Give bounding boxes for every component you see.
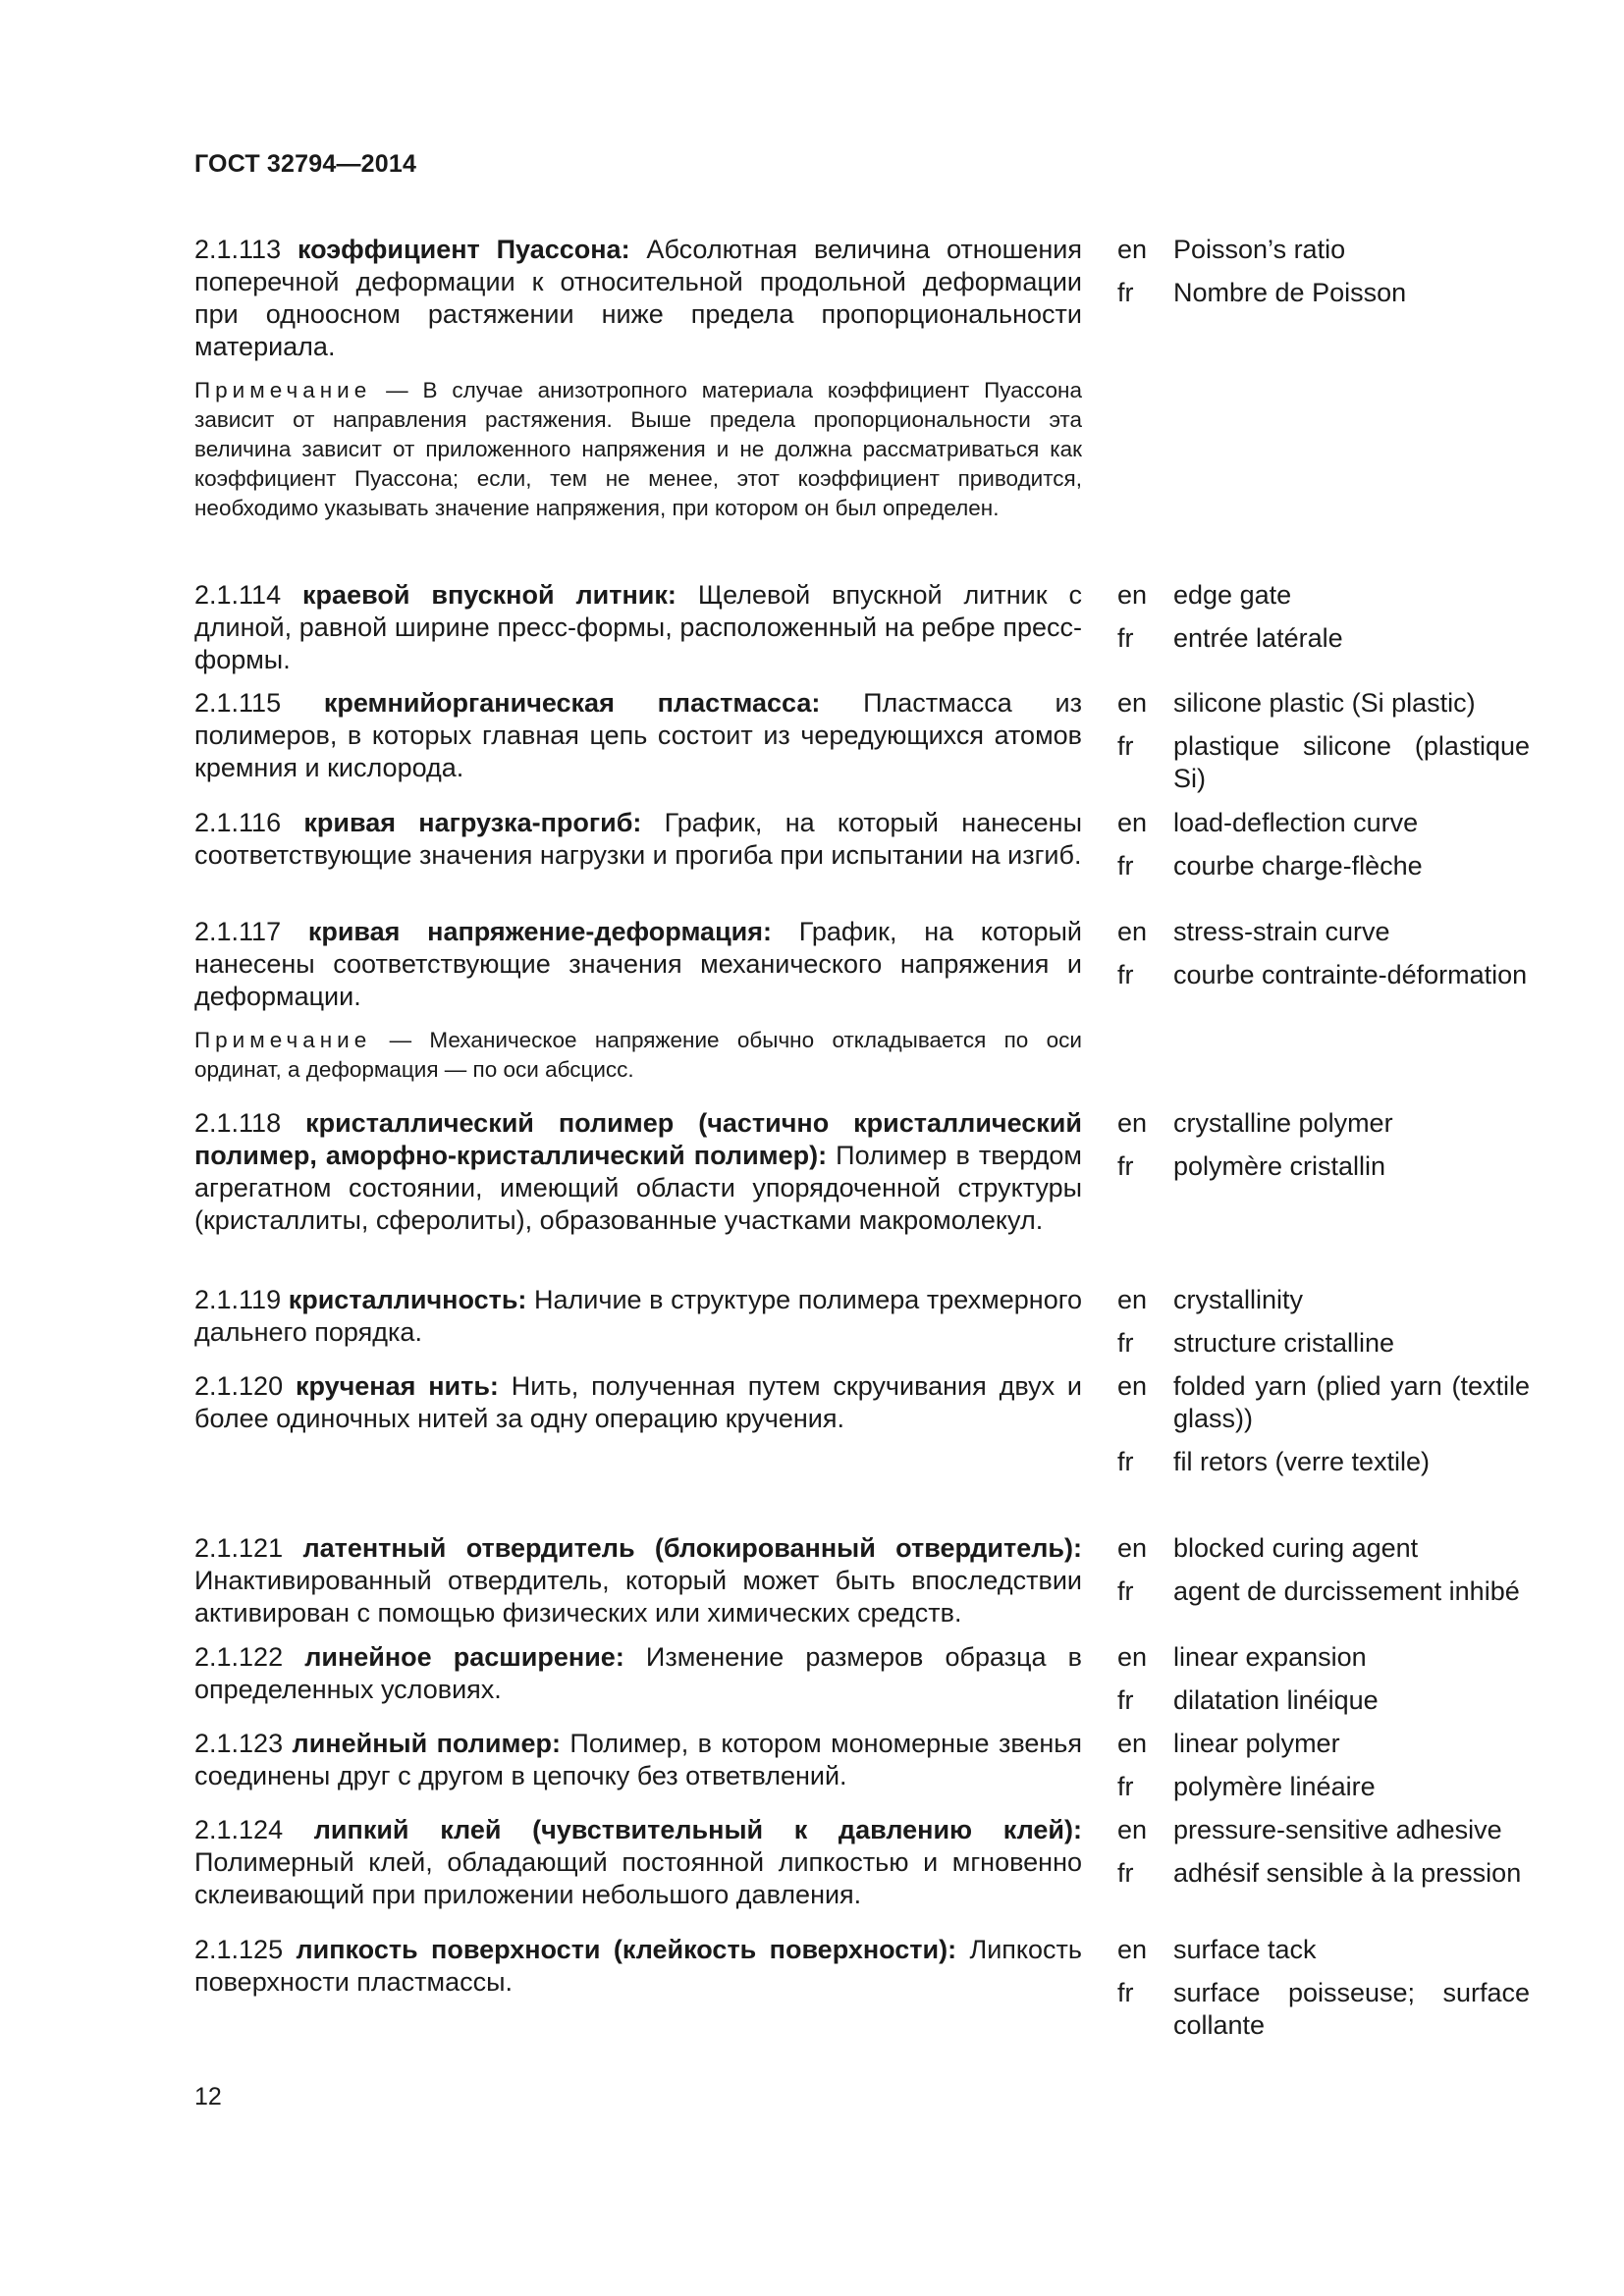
lang-code: fr — [1117, 1858, 1134, 1888]
translation-text: load-deflection curve — [1173, 808, 1419, 837]
translation-en — [1117, 579, 1530, 612]
term-entry-2-1-122 — [194, 1641, 1530, 1728]
definition-column — [194, 916, 1082, 1107]
page-number: 12 — [194, 2083, 222, 2110]
definition-column — [194, 1370, 1082, 1532]
lang-code: fr — [1117, 1447, 1134, 1476]
definition-column — [194, 1728, 1082, 1814]
translation-text: stress-strain curve — [1173, 917, 1390, 946]
term-number: 2.1.123 — [194, 1729, 284, 1758]
term-definition — [194, 1934, 1082, 1999]
term-entry-2-1-119 — [194, 1284, 1530, 1370]
term-number: 2.1.117 — [194, 917, 282, 946]
lang-code: fr — [1117, 1978, 1134, 2007]
term-name: кривая напряжение-деформация: — [307, 917, 773, 946]
translations-column — [1117, 1370, 1530, 1532]
translation-fr — [1117, 730, 1530, 795]
term-number: 2.1.115 — [194, 688, 282, 718]
definition-text: Изменение размеров образца в определенных условиях. — [194, 1642, 1082, 1704]
term-entry-2-1-124 — [194, 1814, 1530, 1934]
term-name: кристаллический полимер (частично кристаллический полимер, аморфно-кристаллический полимер): — [194, 1108, 1082, 1170]
term-number: 2.1.124 — [194, 1815, 284, 1844]
lang-code: fr — [1117, 1151, 1134, 1181]
translation-en — [1117, 1532, 1530, 1565]
term-name: линейное расширение: — [304, 1642, 624, 1672]
term-definition — [194, 579, 1082, 676]
term-name: линейный полимер: — [292, 1729, 561, 1758]
term-definition — [194, 1641, 1082, 1706]
term-number: 2.1.114 — [194, 580, 282, 610]
lang-code: en — [1117, 1285, 1148, 1314]
note-label: Примечание — [194, 1028, 372, 1052]
definition-text: График, на который нанесены соответствующие значения нагрузки и прогиба при испытании на изгиб. — [194, 808, 1082, 870]
definition-text: Инактивированный отвердитель, который может быть впоследствии активирован с помощью физических или химических средств. — [194, 1566, 1082, 1628]
translation-text: fil retors (verre textile) — [1173, 1447, 1431, 1476]
term-entry-2-1-123 — [194, 1728, 1530, 1814]
term-definition — [194, 1728, 1082, 1792]
translations-column — [1117, 1284, 1530, 1370]
translation-text: linear expansion — [1173, 1642, 1367, 1672]
translation-text: adhésif sensible à la pression — [1173, 1858, 1522, 1888]
lang-code: fr — [1117, 851, 1134, 881]
translation-fr — [1117, 1684, 1530, 1717]
translation-fr — [1117, 1771, 1530, 1803]
translation-text: agent de durcissement inhibé — [1173, 1576, 1520, 1606]
translation-fr — [1117, 1327, 1530, 1360]
definition-text: Абсолютная величина отношения поперечной деформации к относительной продольной деформации при одноосном растяжении ниже предела пропорциональности материала. — [194, 235, 1082, 361]
definition-text: Щелевой впускной литник с длиной, равной ширине пресс-формы, расположенный на ребре пресс-формы. — [194, 580, 1082, 674]
lang-code: fr — [1117, 278, 1134, 307]
translation-text: crystalline polymer — [1173, 1108, 1393, 1138]
translation-text: polymère linéaire — [1173, 1772, 1376, 1801]
definition-column — [194, 807, 1082, 916]
term-name: кристалличность: — [288, 1285, 527, 1314]
translation-text: plastique silicone (plastique Si) — [1173, 731, 1530, 793]
term-entry-2-1-116 — [194, 807, 1530, 916]
definition-column — [194, 1532, 1082, 1641]
definition-text: Наличие в структуре полимера трехмерного дальнего порядка. — [194, 1285, 1082, 1347]
translation-text: structure cristalline — [1173, 1328, 1395, 1358]
definition-column — [194, 687, 1082, 807]
translation-fr — [1117, 1575, 1530, 1608]
lang-code: en — [1117, 917, 1148, 946]
term-name: кремнийорганическая пластмасса: — [323, 688, 821, 718]
translation-text: Nombre de Poisson — [1173, 278, 1407, 307]
translation-fr — [1117, 277, 1530, 309]
translations-column — [1117, 807, 1530, 916]
lang-code: fr — [1117, 1772, 1134, 1801]
term-definition — [194, 807, 1082, 872]
definition-column — [194, 579, 1082, 687]
term-note — [194, 1026, 1082, 1085]
translation-en — [1117, 234, 1530, 266]
translations-column — [1117, 1728, 1530, 1814]
translation-en — [1117, 687, 1530, 720]
term-definition — [194, 1370, 1082, 1435]
lang-code: en — [1117, 1533, 1148, 1563]
translations-column — [1117, 1814, 1530, 1934]
translation-text: crystallinity — [1173, 1285, 1304, 1314]
definition-column — [194, 1284, 1082, 1370]
lang-code: fr — [1117, 731, 1134, 761]
lang-code: fr — [1117, 1328, 1134, 1358]
term-entry-2-1-113 — [194, 234, 1530, 579]
translation-en — [1117, 1107, 1530, 1140]
translation-en — [1117, 1284, 1530, 1316]
lang-code: en — [1117, 1108, 1148, 1138]
definition-column — [194, 1934, 1082, 2042]
terms-list — [194, 234, 1530, 2042]
translation-text: edge gate — [1173, 580, 1292, 610]
term-name: липкий клей (чувствительный к давлению клей): — [313, 1815, 1082, 1844]
translations-column — [1117, 916, 1530, 1107]
term-entry-2-1-115 — [194, 687, 1530, 807]
lang-code: fr — [1117, 960, 1134, 989]
term-number: 2.1.113 — [194, 235, 282, 264]
term-number: 2.1.120 — [194, 1371, 284, 1401]
translation-text: silicone plastic (Si plastic) — [1173, 688, 1476, 718]
translations-column — [1117, 1934, 1530, 2042]
term-number: 2.1.122 — [194, 1642, 284, 1672]
translation-fr — [1117, 1857, 1530, 1890]
lang-code: en — [1117, 1815, 1148, 1844]
term-name: крученая нить: — [295, 1371, 499, 1401]
translation-text: blocked curing agent — [1173, 1533, 1419, 1563]
translation-en — [1117, 1934, 1530, 1966]
translation-text: surface poisseuse; surface collante — [1173, 1978, 1530, 2040]
term-definition — [194, 687, 1082, 784]
translation-text: surface tack — [1173, 1935, 1317, 1964]
translation-fr — [1117, 1150, 1530, 1183]
translation-fr — [1117, 850, 1530, 882]
translation-text: polymère cristallin — [1173, 1151, 1386, 1181]
term-number: 2.1.118 — [194, 1108, 282, 1138]
term-name: коэффициент Пуассона: — [297, 235, 630, 264]
definition-text: Нить, полученная путем скручивания двух и более одиночных нитей за одну операцию кручения. — [194, 1371, 1082, 1433]
translation-text: courbe charge-flèche — [1173, 851, 1423, 881]
term-entry-2-1-114 — [194, 579, 1530, 687]
term-number: 2.1.119 — [194, 1285, 282, 1314]
term-name: кривая нагрузка-прогиб: — [303, 808, 642, 837]
term-number: 2.1.116 — [194, 808, 282, 837]
page-header: ГОСТ 32794—2014 — [194, 150, 417, 178]
translation-fr — [1117, 622, 1530, 655]
translation-en — [1117, 1728, 1530, 1760]
lang-code: fr — [1117, 1576, 1134, 1606]
translation-en — [1117, 1370, 1530, 1435]
note-text: — В случае анизотропного материала коэффициент Пуассона зависит от направления растяжения. Выше предела пропорциональности эта величина зависит от приложенного напряжения и не должна рассматриваться как коэффициент Пуассона; если, тем не менее, этот коэффициент приводится, необходимо указывать значение напряжения, при котором он был определен. — [194, 378, 1082, 520]
term-definition — [194, 1284, 1082, 1349]
translation-en — [1117, 1641, 1530, 1674]
lang-code: en — [1117, 1729, 1148, 1758]
term-definition — [194, 234, 1082, 363]
lang-code: en — [1117, 1642, 1148, 1672]
translation-en — [1117, 916, 1530, 948]
note-label: Примечание — [194, 378, 372, 402]
lang-code: en — [1117, 808, 1148, 837]
translation-text: linear polymer — [1173, 1729, 1340, 1758]
lang-code: en — [1117, 235, 1148, 264]
translations-column — [1117, 1532, 1530, 1641]
translation-en — [1117, 807, 1530, 839]
translation-fr — [1117, 959, 1530, 991]
definition-text: Полимерный клей, обладающий постоянной липкостью и мгновенно склеивающий при приложении небольшого давления. — [194, 1847, 1082, 1909]
translations-column — [1117, 234, 1530, 579]
definition-text: Липкость поверхности пластмассы. — [194, 1935, 1082, 1997]
definition-column — [194, 1641, 1082, 1728]
term-definition — [194, 916, 1082, 1013]
definition-text: График, на который нанесены соответствующие значения механического напряжения и деформации. — [194, 917, 1082, 1011]
definition-text: Полимер в твердом агрегатном состоянии, имеющий области упорядоченной структуры (кристаллиты, сферолиты), образованные участками макромолекул. — [194, 1141, 1082, 1235]
translation-text: folded yarn (plied yarn (textile glass)) — [1173, 1371, 1530, 1433]
translation-fr — [1117, 1977, 1530, 2042]
translation-text: Poisson’s ratio — [1173, 235, 1346, 264]
term-definition — [194, 1107, 1082, 1237]
term-entry-2-1-120 — [194, 1370, 1530, 1532]
term-entry-2-1-125 — [194, 1934, 1530, 2042]
definition-column — [194, 234, 1082, 579]
translations-column — [1117, 579, 1530, 687]
lang-code: en — [1117, 688, 1148, 718]
translation-text: dilatation linéique — [1173, 1685, 1379, 1715]
definition-text: Пластмасса из полимеров, в которых главная цепь состоит из чередующихся атомов кремния и кислорода. — [194, 688, 1082, 782]
term-name: краевой впускной литник: — [302, 580, 677, 610]
term-definition — [194, 1814, 1082, 1911]
note-text: — Механическое напряжение обычно откладывается по оси ординат, а деформация — по оси абсцисс. — [194, 1028, 1082, 1082]
term-entry-2-1-121 — [194, 1532, 1530, 1641]
lang-code: en — [1117, 580, 1148, 610]
term-number: 2.1.125 — [194, 1935, 284, 1964]
translation-en — [1117, 1814, 1530, 1846]
term-name: липкость поверхности (клейкость поверхности): — [296, 1935, 957, 1964]
term-number: 2.1.121 — [194, 1533, 284, 1563]
term-name: латентный отвердитель (блокированный отвердитель): — [302, 1533, 1082, 1563]
translation-text: courbe contrainte-déformation — [1173, 960, 1528, 989]
definition-column — [194, 1814, 1082, 1934]
translation-fr — [1117, 1446, 1530, 1478]
term-definition — [194, 1532, 1082, 1629]
lang-code: en — [1117, 1371, 1148, 1401]
term-entry-2-1-118 — [194, 1107, 1530, 1284]
lang-code: fr — [1117, 623, 1134, 653]
translation-text: pressure-sensitive adhesive — [1173, 1815, 1502, 1844]
translations-column — [1117, 1641, 1530, 1728]
definition-column — [194, 1107, 1082, 1284]
translation-text: entrée latérale — [1173, 623, 1343, 653]
lang-code: en — [1117, 1935, 1148, 1964]
definition-text: Полимер, в котором мономерные звенья соединены друг с другом в цепочку без ответвлений. — [194, 1729, 1082, 1790]
term-entry-2-1-117 — [194, 916, 1530, 1107]
lang-code: fr — [1117, 1685, 1134, 1715]
translations-column — [1117, 687, 1530, 807]
translations-column — [1117, 1107, 1530, 1284]
term-note — [194, 376, 1082, 523]
